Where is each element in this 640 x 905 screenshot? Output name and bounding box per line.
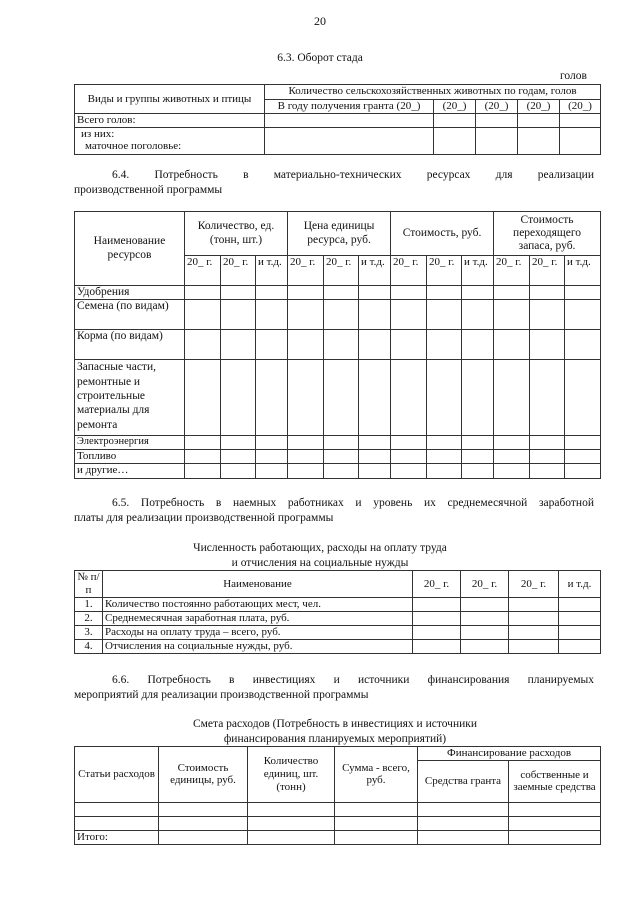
section-6-3-title: 6.3. Оборот стада <box>277 52 363 64</box>
row-number: 2. <box>75 612 103 626</box>
section-6-5-subtitle: Численность работающих, расходы на оплату труда и отчисления на социальные нужды <box>193 542 447 569</box>
row-number-header: № п/п <box>75 571 103 598</box>
year-subheader: 20_ г. <box>391 256 427 286</box>
etc-subheader: и т.д. <box>565 256 601 286</box>
grant-funds-header: Средства гранта <box>418 760 509 802</box>
staff-row-label: Отчисления на социальные нужды, руб. <box>103 640 413 654</box>
resource-row-label: Удобрения <box>75 286 185 300</box>
year-header: 20_ г. <box>413 571 461 598</box>
total-sum-header: Сумма - всего, руб. <box>335 747 418 803</box>
year-header: (20_) <box>476 100 518 114</box>
total-row-label: Итого: <box>75 830 159 844</box>
resource-name-header: Наименование ресурсов <box>75 212 185 286</box>
resource-row-label: Корма (по видам) <box>75 330 185 360</box>
section-6-6-title: 6.6. Потребность в инвестициях и источники финансирования планируемых мероприятий для реализации производственной программы <box>74 674 594 701</box>
year-subheader: 20_ г. <box>185 256 221 286</box>
herd-turnover-table <box>74 84 601 155</box>
financing-header: Финансирование расходов <box>418 747 601 761</box>
expense-items-header: Статьи расходов <box>75 747 159 803</box>
carryover-stock-header: Стоимость переходящего запаса, руб. <box>494 212 601 256</box>
etc-header: и т.д. <box>559 571 601 598</box>
staff-row-label: Среднемесячная заработная плата, руб. <box>103 612 413 626</box>
resources-table <box>74 211 601 479</box>
unit-cost-header: Стоимость единицы, руб. <box>159 747 248 803</box>
unit-price-header: Цена единицы ресурса, руб. <box>288 212 391 256</box>
unit-label: голов <box>560 70 587 82</box>
staff-table <box>74 570 601 654</box>
species-header: Виды и группы животных и птицы <box>75 85 265 114</box>
row-number: 1. <box>75 598 103 612</box>
year-subheader: 20_ г. <box>221 256 256 286</box>
section-6-4-title: 6.4. Потребность в материально-технических ресурсах для реализации производственной программы <box>74 169 594 196</box>
year-header: (20_) <box>518 100 560 114</box>
breeding-stock-label: из них: маточное поголовье: <box>75 127 265 154</box>
resource-row-label: и другие… <box>75 464 185 479</box>
resource-row-label: Топливо <box>75 450 185 464</box>
year-header: 20_ г. <box>509 571 559 598</box>
staff-row-label: Количество постоянно работающих мест, чел. <box>103 598 413 612</box>
section-6-5-title: 6.5. Потребность в наемных работниках и уровень их среднемесячной заработной платы для реализации производственной программы <box>74 497 594 524</box>
etc-subheader: и т.д. <box>359 256 391 286</box>
resource-row-label: Семена (по видам) <box>75 300 185 330</box>
year-subheader: 20_ г. <box>494 256 530 286</box>
resource-row-label: Электроэнергия <box>75 436 185 450</box>
year-subheader: 20_ г. <box>427 256 462 286</box>
resource-row-label: Запасные части, ремонтные и строительные материалы для ремонта <box>75 360 185 436</box>
year-subheader: 20_ г. <box>288 256 324 286</box>
staff-name-header: Наименование <box>103 571 413 598</box>
year-subheader: 20_ г. <box>530 256 565 286</box>
row-number: 4. <box>75 640 103 654</box>
year-subheader: 20_ г. <box>324 256 359 286</box>
quantity-header: Количество, ед. (тонн, шт.) <box>185 212 288 256</box>
etc-subheader: и т.д. <box>462 256 494 286</box>
year-header: 20_ г. <box>461 571 509 598</box>
total-heads-label: Всего голов: <box>75 114 265 128</box>
year-header: (20_) <box>434 100 476 114</box>
quantity-header: Количество единиц, шт. (тонн) <box>248 747 335 803</box>
count-header: Количество сельскохозяйственных животных по годам, голов <box>265 85 601 100</box>
section-6-6-subtitle: Смета расходов (Потребность в инвестициях и источники финансирования планируемых мероприятий) <box>192 718 477 745</box>
grant-year-header: В году получения гранта (20_) <box>265 100 434 114</box>
etc-subheader: и т.д. <box>256 256 288 286</box>
page-number: 20 <box>314 14 326 28</box>
row-number: 3. <box>75 626 103 640</box>
year-header: (20_) <box>560 100 601 114</box>
expense-estimate-table <box>74 746 601 845</box>
cost-header: Стоимость, руб. <box>391 212 494 256</box>
own-funds-header: собственные и заемные средства <box>509 760 601 802</box>
staff-row-label: Расходы на оплату труда – всего, руб. <box>103 626 413 640</box>
